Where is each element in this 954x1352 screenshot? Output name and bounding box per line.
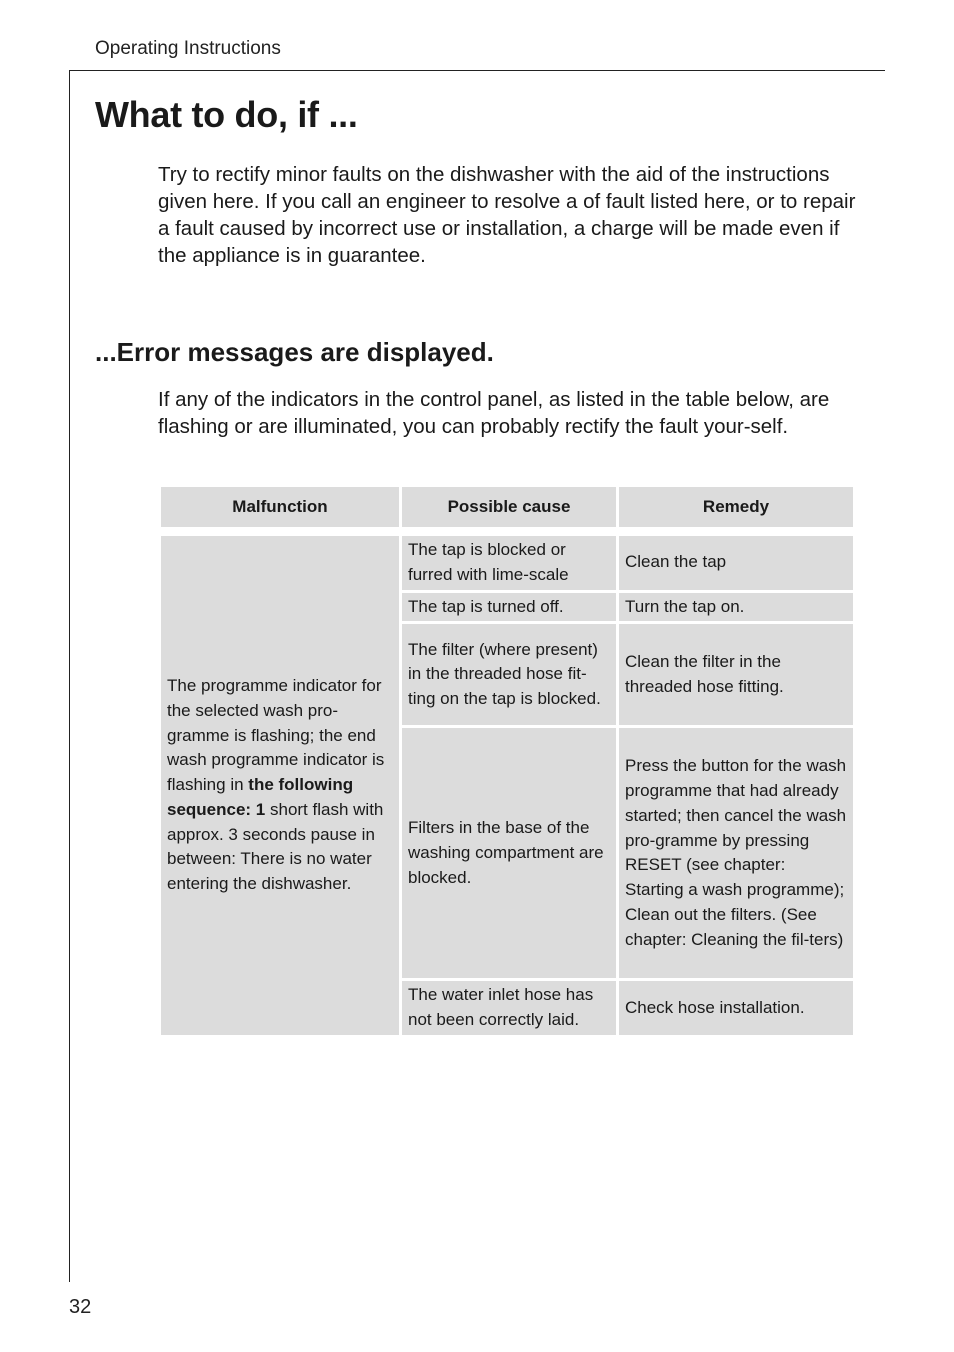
remedy-cell: Clean the filter in the threaded hose fitting.: [618, 623, 855, 727]
section-title: ...Error messages are displayed.: [95, 337, 494, 367]
margin-rule: [69, 70, 70, 1282]
malfunction-text-end: short flash with approx. 3 seconds pause in between: There is no water entering the dishwasher.: [167, 799, 384, 894]
malfunction-sequence: the following sequence: 1: [167, 775, 354, 819]
header-remedy: Remedy: [618, 486, 855, 529]
remedy-cell: Check hose installation.: [618, 980, 855, 1037]
fault-table: [158, 484, 856, 1038]
header-rule: [69, 70, 885, 71]
cause-cell: The tap is turned off.: [401, 591, 618, 623]
header-malfunction: Malfunction: [160, 486, 401, 529]
cause-cell: Filters in the base of the washing compartment are blocked.: [401, 727, 618, 980]
remedy-cell: Press the button for the wash programme that had already started; then cancel the wash pro-gramme by pressing RESET (see chapter: Starting a wash programme); Clean out the filters. (See chapter: Cleaning the fil-ters): [618, 727, 855, 980]
malfunction-cell: [160, 535, 401, 1037]
remedy-cell: Turn the tap on.: [618, 591, 855, 623]
malfunction-text: The programme indicator for the selected wash pro-gramme is flashing; the end wash programme indicator is flashing in: [167, 675, 385, 795]
page-title: What to do, if ...: [95, 94, 358, 135]
section-paragraph: If any of the indicators in the control panel, as listed in the table below, are flashing or are illuminated, you can probably rectify the fault your-self.: [158, 388, 830, 438]
cause-cell: The filter (where present) in the threaded hose fit-ting on the tap is blocked.: [401, 623, 618, 727]
remedy-cell: Clean the tap: [618, 535, 855, 592]
table-header-row: [160, 486, 855, 529]
header-possible-cause: Possible cause: [401, 486, 618, 529]
intro-paragraph: Try to rectify minor faults on the dishwasher with the aid of the instructions given here. If you call an engineer to resolve a of fault listed here, or to repair a fault caused by incorrect use or installation, a charge will be made even if the appliance is in guarantee.: [158, 163, 856, 267]
page-number: 32: [69, 1296, 92, 1318]
table-row: [160, 535, 855, 592]
cause-cell: The tap is blocked or furred with lime-scale: [401, 535, 618, 592]
running-head: Operating Instructions: [95, 38, 281, 59]
cause-cell: The water inlet hose has not been correctly laid.: [401, 980, 618, 1037]
